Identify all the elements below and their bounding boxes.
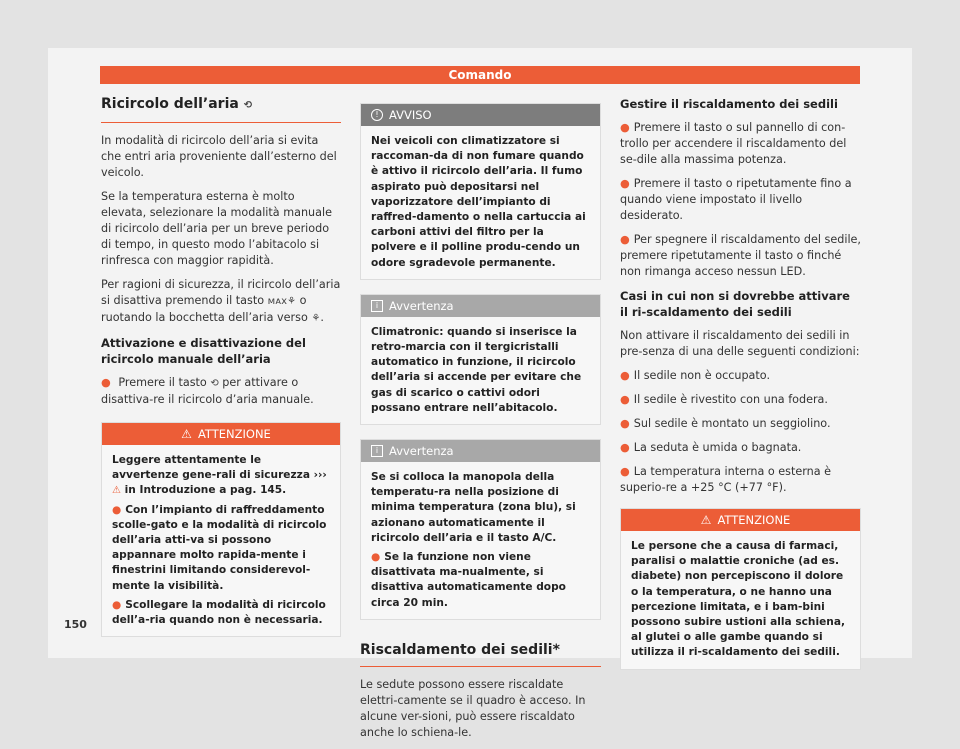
paragraph: In modalità di ricircolo dell’aria si evita che entri aria proveniente dall’esterno del veicolo. [101,134,337,179]
paragraph: Non attivare il riscaldamento dei sedili in pre-senza di una delle seguenti condizioni: [620,329,860,358]
warning-icon: ⚠ [700,513,712,527]
list-item: ● Premere il tasto o ripetutamente fino a quando viene impostato il livello desiderato. [620,177,852,222]
bullet-icon: ● [620,393,630,406]
list-item: ● Scollegare la modalità di ricircolo dell’a-ria quando non è necessaria. [112,598,326,627]
list-item: ● Il sedile è rivestito con una fodera. [620,393,828,406]
notice-box-body: Nei veicoli con climatizzatore si raccoman-da di non fumare quando è attivo il ricircolo dell’aria. Il fumo aspirato può depositarsi nel vaporizzatore dell’impianto di raffred-damento o nella cartuccia ai carboni attivi del filtro per la polvere e il polline produ-cendo un odore sgradevole permanente. [371,135,586,269]
list-item: ● Il sedile non è occupato. [620,369,771,382]
attention-box [101,422,341,637]
subheading: Attivazione e disattivazione del ricircolo manuale dell’aria [101,336,306,366]
page-header: Comando [100,66,860,84]
list-item: ● La seduta è umida o bagnata. [620,441,802,454]
note-box [360,294,601,425]
list-item: ● Se la funzione non viene disattivata ma-nualmente, si disattiva automaticamente dopo circa 20 min. [371,551,566,609]
list-item: ● Per spegnere il riscaldamento del sedile, premere ripetutamente il tasto o finché non rimanga acceso nessun LED. [620,233,861,278]
recirculation-icon: ⟲ [210,378,219,389]
info-icon: i [371,300,383,312]
bullet-icon: ● [620,233,630,246]
paragraph: Le sedute possono essere riscaldate elettri-camente se il quadro è acceso. In alcune ver-sioni, può essere riscaldato anche lo schiena-le. [360,677,586,739]
warning-icon: ⚠ [112,485,121,497]
max-defrost-icon: ᴍᴀx⚘ [267,296,297,307]
cross-ref-arrows-icon: ››› [313,469,327,482]
bullet-icon: ● [112,503,122,516]
subheading: Gestire il riscaldamento dei sedili [620,97,838,111]
note-box [360,439,601,620]
paragraph: Se la temperatura esterna è molto elevata, selezionare la modalità manuale di ricircolo dell’aria per un breve periodo di tempo, in questo modo l’abitacolo si rinfresca con maggior rapidità. [101,190,332,267]
note-box-body: Se si colloca la manopola della temperatu-ra nella posizione di minima temperatura (zona blu), si azionano automaticamente il ricircolo dell’aria e il tasto A/C. ● Se la funzione non viene disattivata ma-nualmente, si disattiva automaticamente dopo circa 20 min. [361,462,600,619]
column-2 [360,103,601,749]
attention-box-header: ⚠ ATTENZIONE [621,509,860,531]
paragraph: Per ragioni di sicurezza, il ricircolo dell’aria si disattiva premendo il tasto ᴍᴀx⚘ o ruotando la bocchetta dell’aria verso ⚘. [101,277,341,327]
page-number: 150 [64,618,87,631]
list-item: ● Sul sedile è montato un seggiolino. [620,417,831,430]
bullet-icon: ● [620,441,630,454]
list-item: ● Premere il tasto o sul pannello di con-trollo per accendere il riscaldamento del se-dile alla massima potenza. [620,121,847,166]
list-item: ● Con l’impianto di raffreddamento scolle-gato e la modalità di ricircolo dell’aria atti-va si possono appannare molto rapida-mente i finestrini limitando considerevol-mente la visibilità. [112,503,327,592]
cross-ref-link[interactable]: in Introduzione a pag. 145. [124,484,287,497]
column-3 [620,96,861,684]
defrost-vent-icon: ⚘ [311,313,321,324]
notice-box [360,103,601,280]
bullet-icon: ● [101,376,111,389]
note-box-header: i Avvertenza [361,295,600,317]
info-ring-icon: ! [371,109,383,121]
bullet-icon: ● [620,121,630,134]
column-1 [101,96,341,651]
recirculation-icon: ⟲ [243,100,253,111]
bullet-icon: ● [620,417,630,430]
bullet-icon: ● [371,551,381,564]
bullet-icon: ● [620,369,630,382]
subheading: Casi in cui non si dovrebbe attivare il ri-scaldamento dei sedili [620,289,850,319]
note-box-body: Climatronic: quando si inserisce la retro-marcia con il tergicristalli automatico in funzione, il ricircolo dell’aria si accende per evitare che gas di scarico o cattivi odori possano entrare nell’abitacolo. [371,325,582,414]
attention-box [620,508,861,670]
note-box-header: i Avvertenza [361,440,600,462]
notice-box-header: ! AVVISO [361,104,600,126]
list-item: ● Premere il tasto ⟲ per attivare o disattiva-re il ricircolo d’aria manuale. [101,376,314,406]
section-title-ricircolo: Ricircolo dell’aria ⟲ [101,96,341,123]
info-icon: i [371,445,383,457]
warning-icon: ⚠ [181,427,192,441]
bullet-icon: ● [112,598,122,611]
attention-box-body: Le persone che a causa di farmaci, paralisi o malattie croniche (ad es. diabete) non percepiscono il dolore o la temperatura, o ne hanno una percezione limitata, e i bam-bini possono subire ustioni alla schiena, al glutei o alle gambe quando si utilizza il ri-scaldamento dei sedili. [631,540,846,659]
bullet-icon: ● [620,177,630,190]
list-item: ● La temperatura interna o esterna è superio-re a +25 °C (+77 °F). [620,465,832,494]
section-title-riscaldamento: Riscaldamento dei sedili* [360,642,601,667]
attention-box-header: ⚠ ATTENZIONE [102,423,340,445]
attention-box-body: Leggere attentamente le avvertenze gene-rali di sicurezza ››› ⚠ in Introduzione a pag. 145. ● Con l’impianto di raffreddamento scolle-gato e la modalità di ricircolo dell’aria atti-va si possono appannare molto rapida-mente i finestrini limitando considerevol-mente la visibilità. ● Scollegare la modalità di ricircolo dell’a-ria quando non è necessaria. [102,445,340,636]
bullet-icon: ● [620,465,630,478]
